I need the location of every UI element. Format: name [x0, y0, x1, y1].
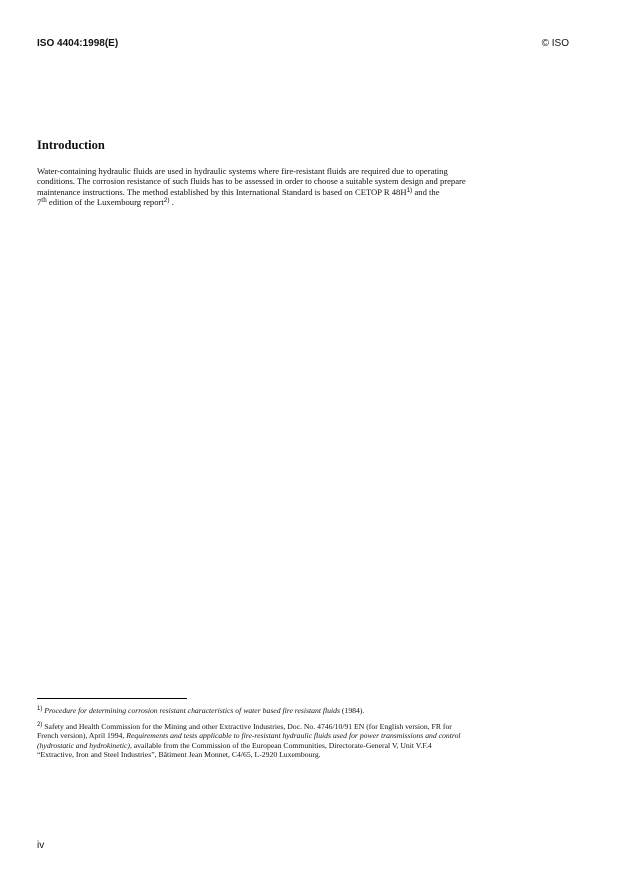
footnote-2-line-2-title: Requirements and tests applicable to fire-resistant hydraulic fluids used for power transmissions and control [126, 731, 461, 741]
footnote-2-line-3-title: (hydrostatic and hydrokinetic) [37, 740, 130, 750]
intro-line-4-end: . [169, 197, 174, 208]
footnote-2-line-4: “Extractive, Iron and Steel Industries”, Bâtiment Jean Monnet, C4/65, L-2920 Luxembourg. [37, 750, 321, 760]
copyright-notice: © ISO [541, 38, 569, 49]
footnote-2-marker: 2) [37, 722, 43, 728]
footnote-ref-1[interactable]: 1) [406, 186, 413, 194]
footnote-1-marker: 1) [37, 706, 43, 712]
page-number: iv [37, 840, 45, 851]
footnote-2 [37, 722, 585, 760]
intro-line-4 [37, 197, 585, 207]
standard-identifier: ISO 4404:1998(E) [37, 38, 119, 49]
intro-line-3-text: maintenance instructions. The method established by this International Standard is based on CETOP R 48H [37, 186, 407, 197]
footnote-1-tail: (1984). [340, 706, 365, 715]
footnote-1 [37, 706, 585, 715]
footnote-1-title: Procedure for determining corrosion resistant characteristics of water based fire resistant fluids [44, 706, 340, 715]
intro-line-4-text: edition of the Luxembourg report [46, 197, 164, 208]
footnote-ref-2[interactable]: 2) [163, 197, 170, 205]
intro-line-3-end: and the [412, 186, 440, 197]
footnote-2-line-1: Safety and Health Commission for the Mining and other Extractive Industries, Doc. No. 4746/10/91 EN (for English version, FR for [44, 722, 452, 731]
introduction-paragraph [37, 166, 585, 208]
footnote-2-line-2-plain: French version), April 1994, [37, 731, 127, 741]
intro-line-2: conditions. The corrosion resistance of such fluids has to be assessed in order to choose a suitable system design and prepare [37, 176, 466, 187]
edition-number: 7 [37, 197, 42, 208]
intro-line-3 [37, 187, 585, 197]
footnote-2-line-3-plain: , available from the Commission of the European Communities, Directorate-General V, Unit V.F.4 [129, 740, 432, 750]
section-title: Introduction [37, 138, 105, 152]
ordinal-suffix: th [41, 196, 47, 205]
footnote-separator [37, 698, 187, 699]
intro-line-1: Water-containing hydraulic fluids are used in hydraulic systems where fire-resistant fluids are required due to operating [37, 166, 448, 176]
